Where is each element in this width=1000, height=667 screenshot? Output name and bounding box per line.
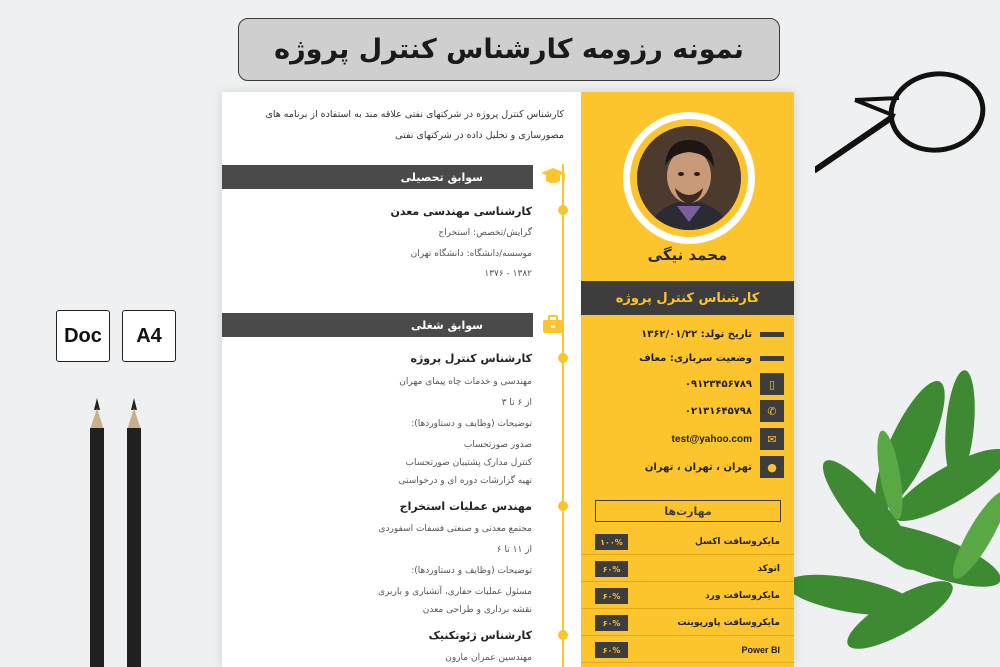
timeline-line: [562, 164, 564, 667]
job-title-text: کارشناس کنترل پروژه: [615, 290, 760, 306]
skill-name: مایکروسافت پاورپوینت: [677, 618, 780, 628]
plant-image: [790, 365, 1000, 667]
a4-size-badge: A4: [122, 310, 176, 362]
email-row: [581, 427, 794, 451]
location-text: تهران ، تهران ، تهران: [644, 461, 752, 473]
job-title: کارشناس کنترل پروژه: [410, 352, 532, 365]
job-desc-label: توضیحات (وظایف و دستاوردها):: [411, 566, 532, 576]
education-section-header: [222, 165, 533, 189]
summary-text: [240, 104, 564, 146]
skill-percent: ۶۰%: [595, 615, 628, 631]
timeline-dot: [558, 501, 568, 511]
email-text: test@yahoo.com: [671, 433, 752, 445]
doc-format-badge: Doc: [56, 310, 110, 362]
timeline-dot: [558, 630, 568, 640]
birthdate-row: [581, 322, 794, 346]
phone-icon: ✆: [760, 400, 784, 422]
location-icon: ●: [760, 456, 784, 478]
job-title: مهندس عملیات استخراج: [399, 500, 532, 513]
skill-name: Power BI: [741, 645, 780, 655]
line-icon: [760, 352, 784, 364]
job-duty: کنترل مدارک پشتیبان صورتحساب: [405, 458, 532, 468]
line-icon: [760, 328, 784, 340]
education-field: گرایش/تخصص: استخراج: [438, 228, 532, 238]
experience-section-header: [222, 313, 533, 337]
resume-document: [222, 92, 794, 667]
education-school: موسسه/دانشگاه: دانشگاه تهران: [410, 249, 532, 259]
skills-section-header: [595, 500, 781, 522]
mobile-row: [581, 372, 794, 396]
mobile-icon: ▯: [760, 373, 784, 395]
skill-name: مایکروسافت ورد: [705, 591, 780, 601]
job-period: از ۶ تا ۳: [501, 398, 532, 408]
education-degree: کارشناسی مهندسی معدن: [390, 205, 532, 218]
military-text: وضعیت سربازی: معاف: [639, 352, 752, 364]
skill-percent: ۱۰۰%: [595, 534, 628, 550]
military-row: [581, 346, 794, 370]
profile-job-title: [581, 281, 794, 315]
job-duty: نقشه برداری و طراحی معدن: [422, 605, 532, 615]
phone-row: [581, 399, 794, 423]
job-period: از ۱۱ تا ۶: [496, 545, 532, 555]
profile-photo: [637, 126, 741, 230]
education-section-title: سوابق تحصیلی: [400, 170, 483, 184]
graduation-cap-icon: [540, 165, 566, 187]
skills-title: مهارت‌ها: [664, 504, 712, 518]
location-row: [581, 455, 794, 479]
eyeglasses-image: [815, 70, 1000, 180]
page-banner-title: نمونه رزومه کارشناس کنترل پروژه: [238, 18, 780, 81]
profile-sidebar: [581, 92, 794, 667]
job-duty: مسئول عملیات حفاری، آتشباری و باربری: [377, 587, 532, 597]
job-company: مجتمع معدنی و صنعتی فسفات اسفوردی: [378, 524, 532, 534]
skill-divider: [581, 581, 794, 582]
briefcase-icon: [540, 313, 566, 335]
skill-divider: [581, 635, 794, 636]
job-duty: صدور صورتحساب: [463, 440, 532, 450]
skill-percent: ۶۰%: [595, 642, 628, 658]
job-desc-label: توضیحات (وظایف و دستاوردها):: [411, 419, 532, 429]
summary-line: مصورسازی و تحلیل داده در شرکتهای نفتی: [395, 130, 564, 141]
birthdate-text: تاریخ تولد: ۱۳۶۲/۰۱/۲۲: [641, 328, 752, 340]
mobile-text: ۰۹۱۲۳۴۵۶۷۸۹: [684, 378, 752, 390]
skill-name: اتوکد: [757, 564, 780, 574]
job-title: کارشناس ژئوتکنیک: [428, 629, 532, 642]
skill-divider: [581, 554, 794, 555]
profile-name: محمد نیگی: [647, 246, 728, 264]
skill-divider: [581, 662, 794, 663]
timeline-dot: [558, 353, 568, 363]
skill-percent: ۶۰%: [595, 561, 628, 577]
job-duty: تهیه گزارشات دوره ای و درخواستی: [398, 476, 532, 486]
profile-photo-frame: [623, 112, 755, 244]
timeline-dot: [558, 205, 568, 215]
summary-line: کارشناس کنترل پروژه در شرکتهای نفتی علاقه مند به استفاده از برنامه های: [265, 109, 564, 120]
skill-percent: ۶۰%: [595, 588, 628, 604]
education-years: ۱۳۸۲ - ۱۳۷۶: [484, 269, 532, 279]
experience-section-title: سوابق شغلی: [410, 318, 483, 332]
job-company: مهندسی و خدمات چاه پیمای مهران: [399, 377, 532, 387]
job-company: مهندسین عمران مارون: [445, 653, 532, 663]
mail-icon: ✉: [760, 428, 784, 450]
skill-name: مایکروسافت اکسل: [694, 537, 780, 547]
phone-text: ۰۲۱۳۱۶۴۵۷۹۸: [684, 405, 752, 417]
skill-divider: [581, 608, 794, 609]
